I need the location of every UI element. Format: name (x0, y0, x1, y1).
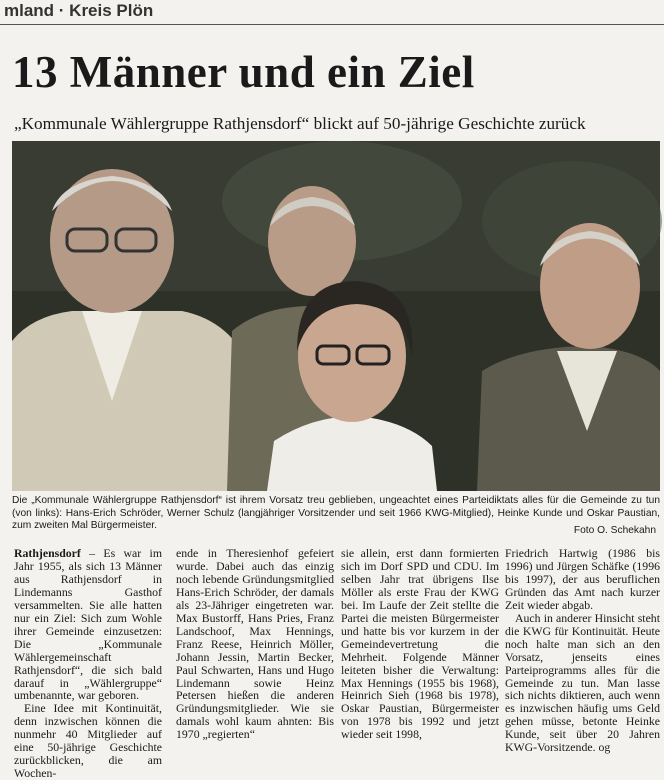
group-photo-illustration (12, 141, 660, 491)
article-paragraph: Friedrich Hartwig (1986 bis 1996) und Jürgen Schäfke (1996 bis 1997), der aus beruflichen Gründen das Amt nach kurzer Zeit wieder abgab. (505, 546, 660, 612)
article-paragraph (14, 547, 162, 702)
article-paragraph: sie allein, erst dann formierten sich im Dorf SPD und CDU. Im selben Jahr trat übrigens Ilse Möller als erste Frau der KWG bei. Im Laufe der Zeit stellte die Partei die meisten Bürgermeister und hatte bis vor kurzem in der Gemeindevertretung die Mehrheit. Folgende Männer leiteten bisher die Verwaltung: Max Hennings (1955 bis 1968), Heinrich Sieh (1968 bis 1978), Oskar Paustian, Bürgermeister von 1978 bis 1992 und jetzt wieder seit 1998, (341, 546, 499, 742)
photo-credit: Foto O. Schekahn (573, 525, 656, 536)
headline: 13 Männer und ein Ziel (12, 47, 475, 97)
dateline-place: Rathjensdorf (14, 546, 81, 560)
article-column-2 (176, 547, 334, 752)
article-column-3 (341, 547, 499, 752)
photo-caption: Die „Kommunale Wählergruppe Rathjensdorf“ ist ihrem Vorsatz treu geblieben, ungeachtet eines Parteidiktats alles für die Gemeinde zu tun (von links): Hans-Erich Schröder, Werner Schulz (langjähriger Vorsitzender und seit 1966 KWG-Mitglied), Heinke Kunde und Oskar Paustian, zum zweiten Mal Bürgermeister. (12, 495, 660, 531)
article-paragraph: Auch in anderer Hinsicht steht die KWG für Kontinuität. Heute noch halte man sich an den Vorsatz, jenseits eines Parteiprogramms alles für die Gemeinde zu tun. Man lasse sich nichts diktieren, auch wenn es inzwischen häufig ums Geld gehen müsse, betonte Heinke Kunde, seit über 20 Jahren KWG-Vorsitzende. og (505, 610, 660, 755)
subheadline: „Kommunale Wählergruppe Rathjensdorf“ blickt auf 50-jährige Geschichte zurück (14, 114, 586, 133)
article-column-4 (505, 546, 660, 755)
article-text: – Es war im Jahr 1955, als sich 13 Männer aus Rathjensdorf in Lindemanns Gasthof versammelten. Sie alle hatten nur ein Ziel: Sich zum Wohle ihrer Gemeinde einzusetzen: Die „Kommunale Wählergemeinschaft Rathjensdorf“, die sich bald darauf in „Wählergruppe“ umbenannte, war geboren. (14, 546, 162, 703)
section-title: mland · Kreis Plön (4, 1, 154, 20)
article-paragraph: ende in Theresienhof gefeiert wurde. Dabei auch das einzig noch lebende Gründungsmitglied Hans-Erich Schröder, der damals als 23-Jähriger eingetreten war. Max Bustorff, Hans Pries, Franz Landschoof, Max Hennings, Franz Reese, Heinrich Möller, Johann Jessin, Martin Becker, Paul Schwarten, Hans und Hugo Lindemann sowie Heinz Petersen hießen die anderen Gründungsmitglieder. Wie sie damals wohl kaum ahnten: Bis 1970 „regierten“ (176, 546, 334, 742)
article-column-1 (14, 546, 162, 780)
newspaper-header (0, 0, 664, 25)
article-paragraph: Eine Idee mit Kontinuität, denn inzwischen können die nunmehr 40 Mitglieder auf eine 50-jährige Geschichte zurückblicken, die am Wochen- (14, 701, 162, 780)
group-photo (12, 141, 660, 491)
